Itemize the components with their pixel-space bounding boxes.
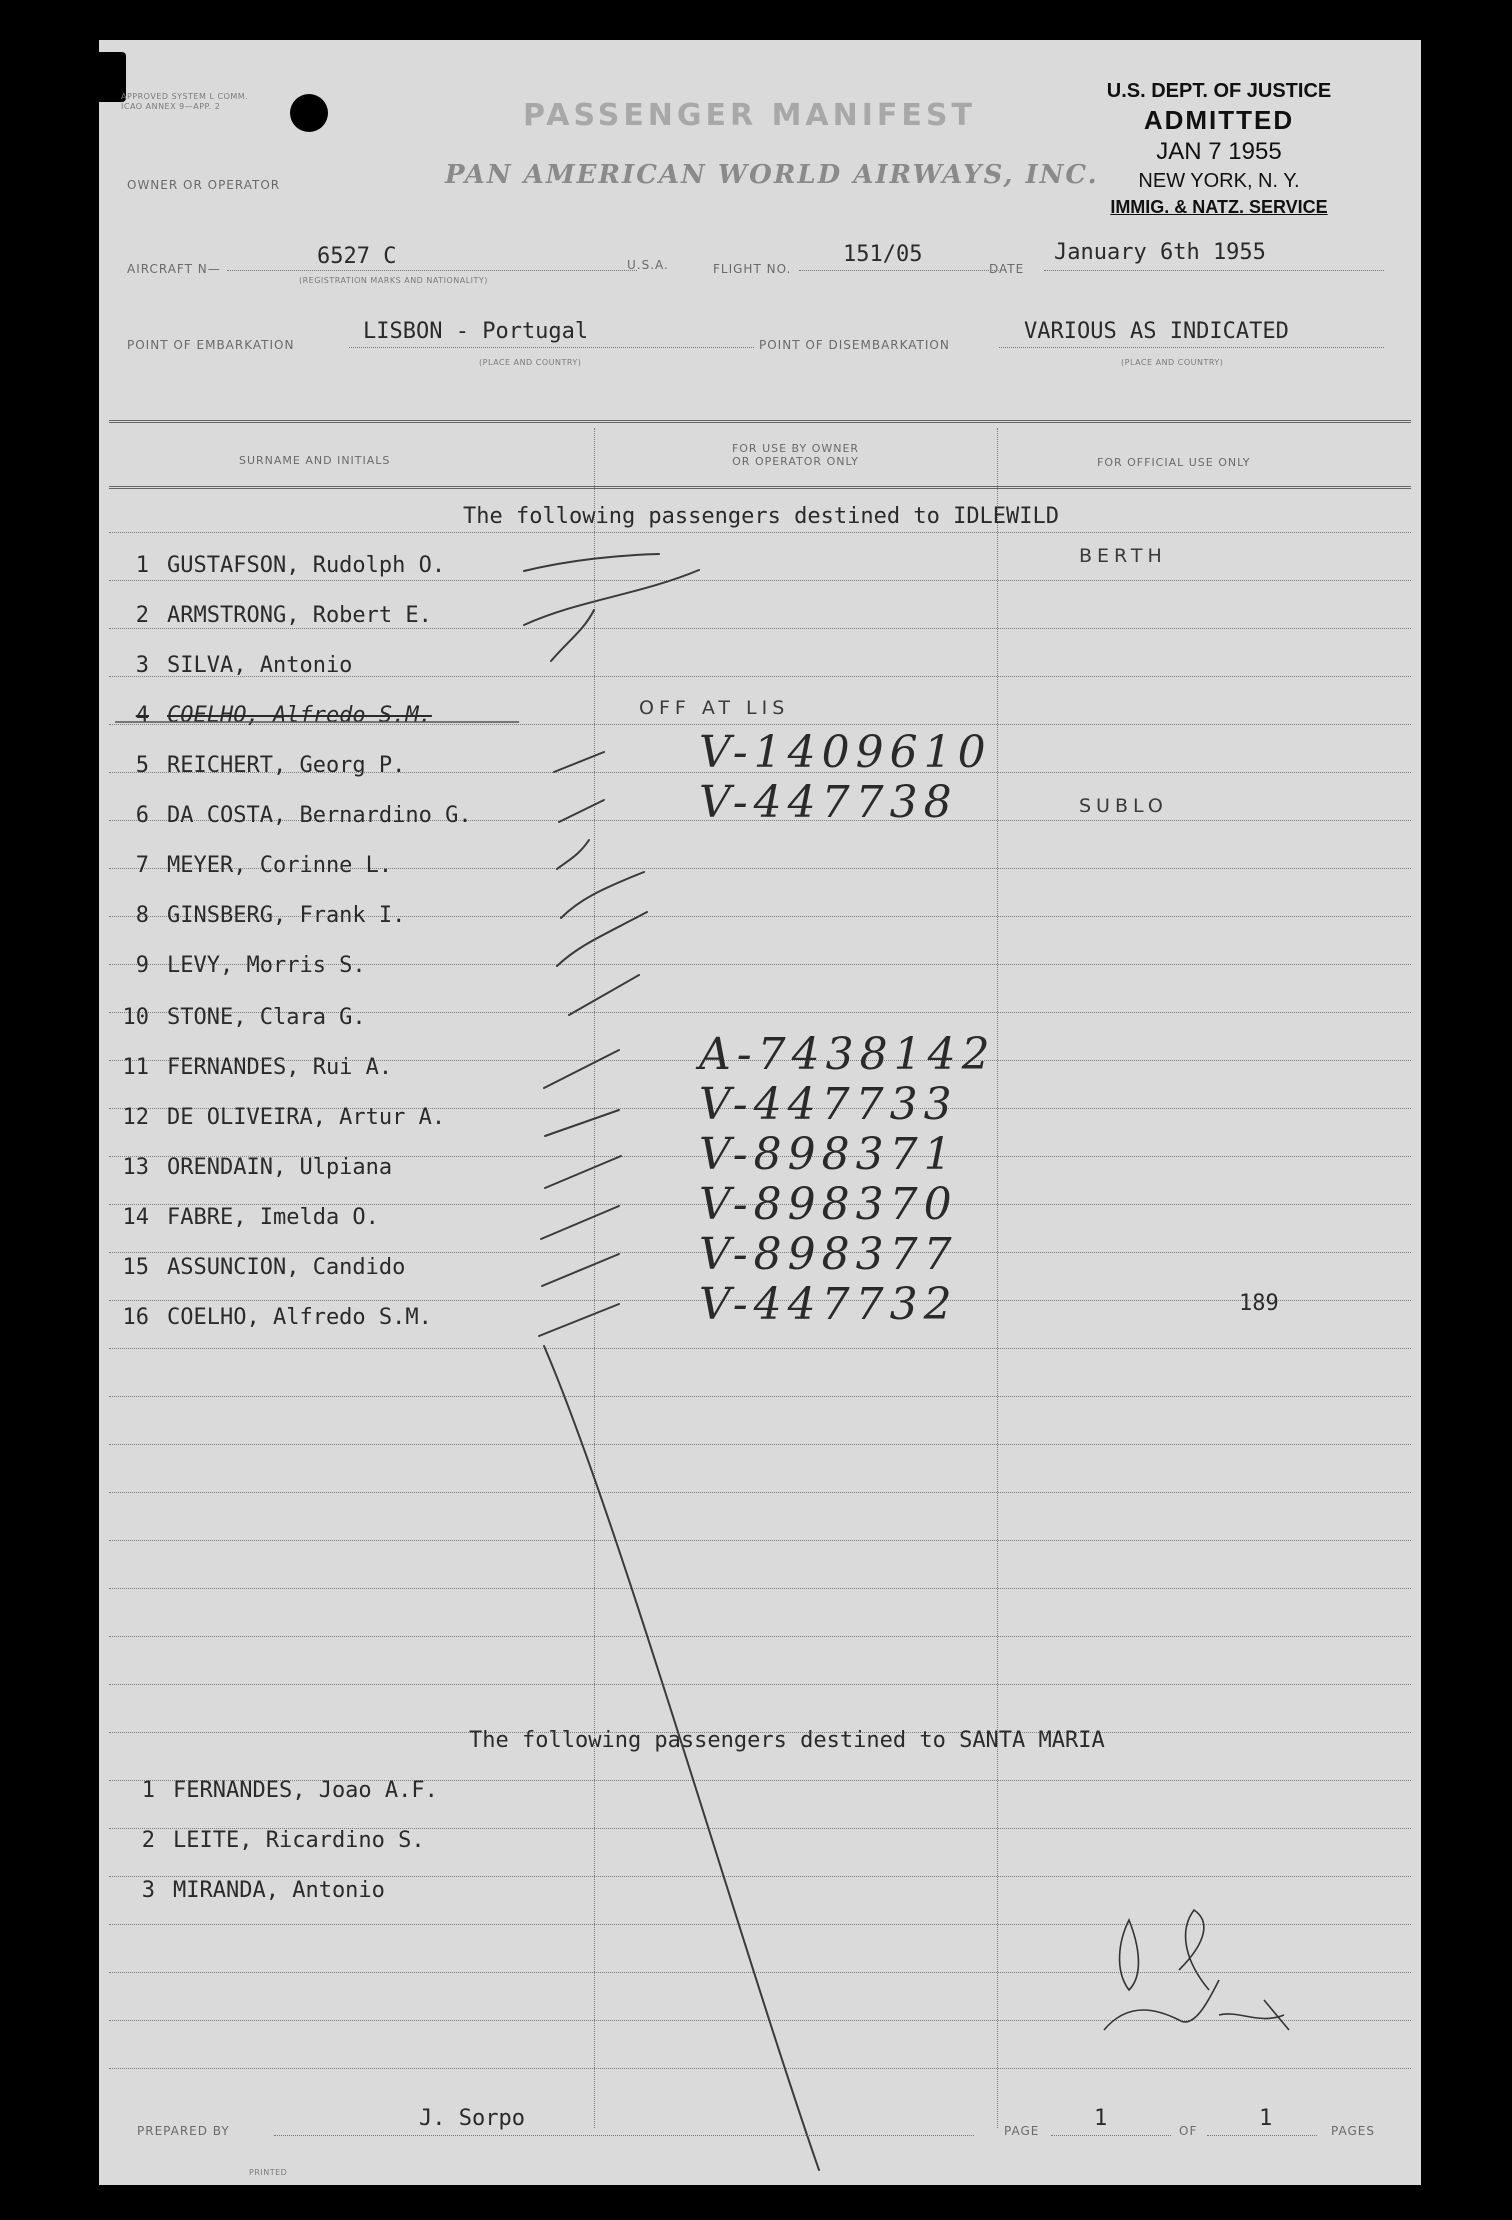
passenger-name: FERNANDES, Rui A.	[167, 1055, 393, 1080]
passenger-name: ORENDAIN, Ulpiana	[167, 1155, 393, 1180]
passenger-name: DA COSTA, Bernardino G.	[167, 803, 472, 828]
passenger-number: 6	[135, 803, 149, 828]
passenger-number: 4	[135, 703, 149, 728]
passenger-name: FABRE, Imelda O.	[167, 1205, 379, 1230]
stamp-location: NEW YORK, N. Y.	[1138, 170, 1300, 192]
passenger-number: 2	[135, 603, 149, 628]
disembark-value: VARIOUS AS INDICATED	[1024, 319, 1289, 344]
stamp-admitted: ADMITTED	[1143, 105, 1295, 135]
passenger-name: DE OLIVEIRA, Artur A.	[167, 1105, 446, 1130]
embark-label: POINT OF EMBARKATION	[127, 338, 295, 352]
owner-note: OFF AT LIS	[639, 697, 790, 719]
stamp-date: JAN 7 1955	[1156, 138, 1282, 165]
passenger-name: GINSBERG, Frank I.	[167, 903, 406, 928]
passenger-name: ARMSTRONG, Robert E.	[167, 603, 432, 628]
flight-value: 151/05	[843, 242, 923, 267]
date-label: DATE	[989, 262, 1025, 276]
prepared-line	[274, 2135, 974, 2136]
col-header-official: FOR OFFICIAL USE ONLY	[1097, 456, 1251, 469]
of-line	[1207, 2135, 1317, 2136]
date-value: January 6th 1955	[1054, 240, 1266, 265]
passenger-number: 14	[122, 1205, 149, 1230]
passenger-number: 5	[135, 753, 149, 778]
embark-value: LISBON - Portugal	[363, 319, 589, 344]
pages-label: PAGES	[1331, 2124, 1375, 2138]
passenger-name: ASSUNCION, Candido	[167, 1255, 406, 1280]
aircraft-label: AIRCRAFT N—	[127, 262, 221, 276]
official-note: SUBLO	[1079, 795, 1168, 817]
passenger-name: MEYER, Corinne L.	[167, 853, 393, 878]
page-line	[1051, 2135, 1171, 2136]
passenger-name: STONE, Clara G.	[167, 1005, 366, 1030]
visa-number: V-447732	[699, 1279, 958, 1330]
passenger-name: LEITE, Ricardino S.	[173, 1828, 425, 1853]
flight-label: FLIGHT NO.	[713, 262, 792, 276]
passenger-name: REICHERT, Georg P.	[167, 753, 406, 778]
passenger-name: MIRANDA, Antonio	[173, 1878, 385, 1903]
group2-heading: The following passengers destined to SANTA MARIA	[469, 1728, 1105, 1753]
prepared-label: PREPARED BY	[137, 2124, 230, 2138]
passenger-name: GUSTAFSON, Rudolph O.	[167, 553, 446, 578]
passenger-number: 3	[135, 653, 149, 678]
stamp-service: IMMIG. & NATZ. SERVICE	[1110, 197, 1328, 217]
owner-label: OWNER OR OPERATOR	[127, 178, 281, 192]
visa-number: V-1409610	[699, 727, 992, 778]
passenger-number: 3	[141, 1878, 155, 1903]
col-header-owner-line1: FOR USE BY OWNER	[731, 442, 860, 455]
passenger-number: 1	[135, 553, 149, 578]
aircraft-value: 6527 C	[317, 244, 397, 269]
passenger-name: FERNANDES, Joao A.F.	[173, 1778, 438, 1803]
visa-number: V-898371	[699, 1129, 958, 1180]
passenger-number: 11	[122, 1055, 149, 1080]
of-label: OF	[1179, 2124, 1198, 2138]
visa-number: V-447733	[699, 1079, 958, 1130]
pen-marks	[99, 40, 1421, 2185]
passenger-number: 15	[122, 1255, 149, 1280]
group1-heading: The following passengers destined to IDLEWILD	[463, 504, 1060, 529]
passenger-name: LEVY, Morris S.	[167, 953, 366, 978]
form-title: PASSENGER MANIFEST	[523, 98, 976, 133]
passenger-number: 10	[122, 1005, 149, 1030]
passenger-number: 8	[135, 903, 149, 928]
passenger-number: 2	[141, 1828, 155, 1853]
passenger-number: 1	[141, 1778, 155, 1803]
passenger-name: SILVA, Antonio	[167, 653, 353, 678]
official-signature	[1104, 1910, 1289, 2030]
visa-number: V-447738	[699, 777, 958, 828]
visa-number: V-898377	[699, 1229, 958, 1280]
company-name: PAN AMERICAN WORLD AIRWAYS, INC.	[445, 160, 1099, 190]
official-note: 189	[1239, 1291, 1279, 1316]
manifest-sheet	[99, 40, 1421, 2185]
embark-sublabel: (PLACE AND COUNTRY)	[479, 358, 582, 367]
col-header-owner-line2: OR OPERATOR ONLY	[732, 455, 859, 468]
passenger-name: COELHO, Alfredo S.M.	[167, 703, 432, 728]
prepared-value: J. Sorpo	[419, 2106, 525, 2131]
passenger-number: 16	[122, 1305, 149, 1330]
passenger-number: 13	[122, 1155, 149, 1180]
page-label: PAGE	[1004, 2124, 1040, 2138]
of-value: 1	[1259, 2106, 1273, 2131]
page-value: 1	[1094, 2106, 1108, 2131]
passenger-number: 12	[122, 1105, 149, 1130]
aircraft-sublabel: (REGISTRATION MARKS AND NATIONALITY)	[299, 276, 488, 285]
approval-text: APPROVED SYSTEM L COMM. ICAO ANNEX 9—APP. 2	[121, 92, 249, 111]
visa-number: V-898370	[699, 1179, 958, 1230]
disembark-sublabel: (PLACE AND COUNTRY)	[1121, 358, 1224, 367]
footer-mark: PRINTED	[249, 2168, 288, 2177]
visa-number: A-7438142	[699, 1029, 996, 1080]
passenger-number: 7	[135, 853, 149, 878]
official-note: BERTH	[1079, 545, 1167, 567]
col-header-names: SURNAME AND INITIALS	[239, 454, 391, 467]
stamp-agency: U.S. DEPT. OF JUSTICE	[1106, 80, 1332, 102]
disembark-label: POINT OF DISEMBARKATION	[759, 338, 950, 352]
passenger-number: 9	[135, 953, 149, 978]
passenger-name: COELHO, Alfredo S.M.	[167, 1305, 432, 1330]
usa-label: U.S.A.	[627, 258, 669, 272]
